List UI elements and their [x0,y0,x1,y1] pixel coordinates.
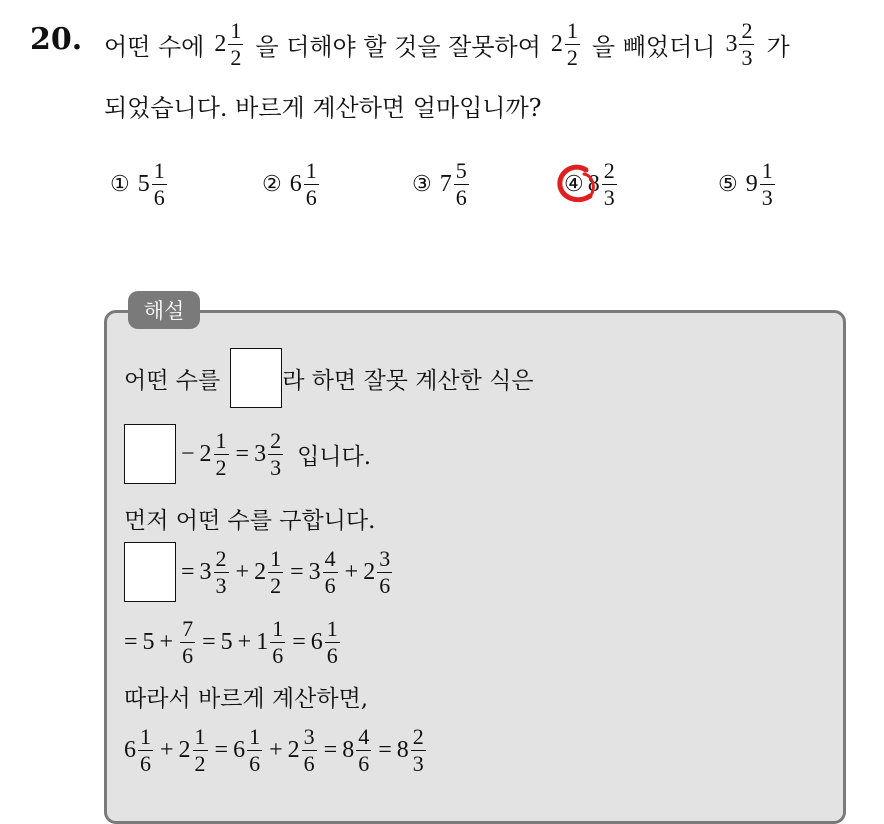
whole-part: 2 [199,440,212,467]
mixed-number [725,20,756,69]
fraction [270,618,285,667]
whole-part: 2 [363,558,376,585]
fraction [760,160,775,209]
fraction [214,427,229,480]
plus-sign: + [235,558,250,585]
solution-line-2 [124,424,371,484]
whole-part: 9 [745,171,758,197]
choice-4[interactable] [564,160,619,209]
denominator: 6 [182,643,194,668]
choice-1[interactable] [110,160,169,209]
solution-line-7 [124,726,428,775]
choice-number: ③ [412,172,432,197]
solution-line-1 [124,348,534,408]
minus-sign: − [181,440,195,467]
number: 5 [142,629,155,655]
solution-line-6: 따라서 바르게 계산하면, [124,686,369,712]
numerator: 1 [140,724,151,749]
fraction [152,160,167,209]
denominator: 6 [379,572,391,598]
fraction [323,545,338,598]
denominator: 2 [566,45,578,70]
fraction [302,726,317,775]
denominator: 2 [194,751,206,776]
numerator: 2 [603,158,615,183]
plus-sign: + [269,737,283,763]
numerator: 7 [182,616,194,641]
solution-line-4 [124,542,394,602]
fraction [247,726,262,775]
question-number: 20. [30,22,83,57]
fraction [193,726,208,775]
denominator: 3 [412,751,424,776]
numerator: 2 [741,18,753,43]
whole-part: 3 [725,31,738,57]
whole-part: 2 [287,737,300,763]
question-text-2: 을 더해야 할 것을 잘못하여 [255,33,541,61]
numerator: 1 [194,724,206,749]
whole-part: 6 [124,737,136,763]
fraction [214,545,229,598]
denominator: 2 [215,454,227,480]
solution-text: 어떤 수를 [124,367,221,394]
numerator: 1 [215,427,227,453]
denominator: 6 [358,751,370,776]
denominator: 6 [324,572,336,598]
numerator: 1 [153,158,165,183]
fraction [377,545,392,598]
fraction [304,160,319,209]
fraction [268,427,283,480]
equals-sign: = [323,737,338,763]
choice-3[interactable] [412,160,471,209]
denominator: 6 [326,643,338,668]
fraction [325,618,340,667]
numerator: 2 [270,427,282,453]
numerator: 3 [379,545,391,571]
question-line-1 [104,20,790,69]
whole-part: 3 [308,558,321,585]
numerator: 4 [324,545,336,571]
denominator: 6 [305,185,317,210]
equals-sign: = [292,629,306,655]
whole-part: 2 [254,558,267,585]
plus-sign: + [344,558,359,585]
question-text-3: 을 빼었더니 [591,33,716,61]
mixed-number [551,20,582,69]
question-text-1: 어떤 수에 [104,33,205,61]
numerator: 4 [358,724,370,749]
whole-part: 3 [254,440,267,467]
plus-sign: + [237,629,252,655]
question-text-4: 가 [766,33,790,61]
whole-part: 8 [342,737,355,763]
fraction [739,20,754,69]
denominator: 6 [153,185,165,210]
denominator: 6 [303,751,315,776]
denominator: 6 [455,185,467,210]
whole-part: 6 [310,629,323,655]
fraction [454,160,469,209]
choice-number [564,172,584,197]
numerator: 5 [455,158,467,183]
blank-box [124,424,176,484]
denominator: 6 [272,643,284,668]
equals-sign: = [290,558,304,585]
choice-5[interactable] [718,160,777,209]
denominator: 3 [603,185,615,210]
denominator: 3 [270,454,282,480]
number: 5 [220,629,233,655]
numerator: 1 [566,18,578,43]
denominator: 3 [741,45,753,70]
choice-2[interactable] [262,160,321,209]
fraction [138,726,153,775]
blank-box [124,542,176,602]
numerator: 2 [215,545,227,571]
whole-part: 3 [199,558,212,585]
choice-number: ⑤ [718,172,738,197]
solution-text: 라 하면 잘못 계산한 식은 [282,367,534,394]
numerator: 2 [412,724,424,749]
numerator: 1 [270,545,282,571]
solution-tag: 해설 [128,291,200,329]
equals-sign: = [378,737,392,763]
denominator: 2 [230,45,242,70]
denominator: 6 [249,751,261,776]
whole-part: 1 [256,629,269,655]
equals-sign: = [181,558,195,585]
whole-part: 7 [439,171,452,197]
whole-part: 8 [396,737,409,763]
solution-text: 입니다. [297,443,372,470]
equals-sign: = [202,629,216,655]
denominator: 2 [270,572,282,598]
equals-sign: = [214,737,229,763]
whole-part: 2 [178,737,191,763]
equals-sign: = [235,440,250,467]
numerator: 1 [272,616,284,641]
choice-number: ② [262,172,282,197]
fraction [602,160,617,209]
denominator: 3 [761,185,773,210]
fraction [565,20,580,69]
plus-sign: + [160,737,174,763]
whole-part: 2 [550,31,563,57]
choice-number-label: ④ [564,172,584,197]
numerator: 1 [326,616,338,641]
fraction [411,726,426,775]
fraction [228,20,243,69]
whole-part: 6 [233,737,246,763]
fraction [356,726,371,775]
numerator: 1 [761,158,773,183]
numerator: 1 [305,158,317,183]
whole-part: 5 [137,171,150,197]
denominator: 3 [215,572,227,598]
numerator: 1 [230,18,242,43]
whole-part: 6 [289,171,302,197]
mixed-number [214,20,245,69]
blank-box [230,348,282,408]
solution-line-5 [124,618,342,667]
numerator: 1 [249,724,261,749]
fraction [268,545,283,598]
question-line-2: 되었습니다. 바르게 계산하면 얼마입니까? [104,94,542,122]
solution-line-3: 먼저 어떤 수를 구합니다. [124,508,376,534]
plus-sign: + [159,629,174,655]
whole-part: 8 [587,171,600,197]
equals-sign: = [124,629,138,655]
denominator: 6 [140,751,151,776]
whole-part: 2 [214,31,227,57]
numerator: 3 [303,724,315,749]
choice-number: ① [110,172,130,197]
fraction [180,618,195,667]
